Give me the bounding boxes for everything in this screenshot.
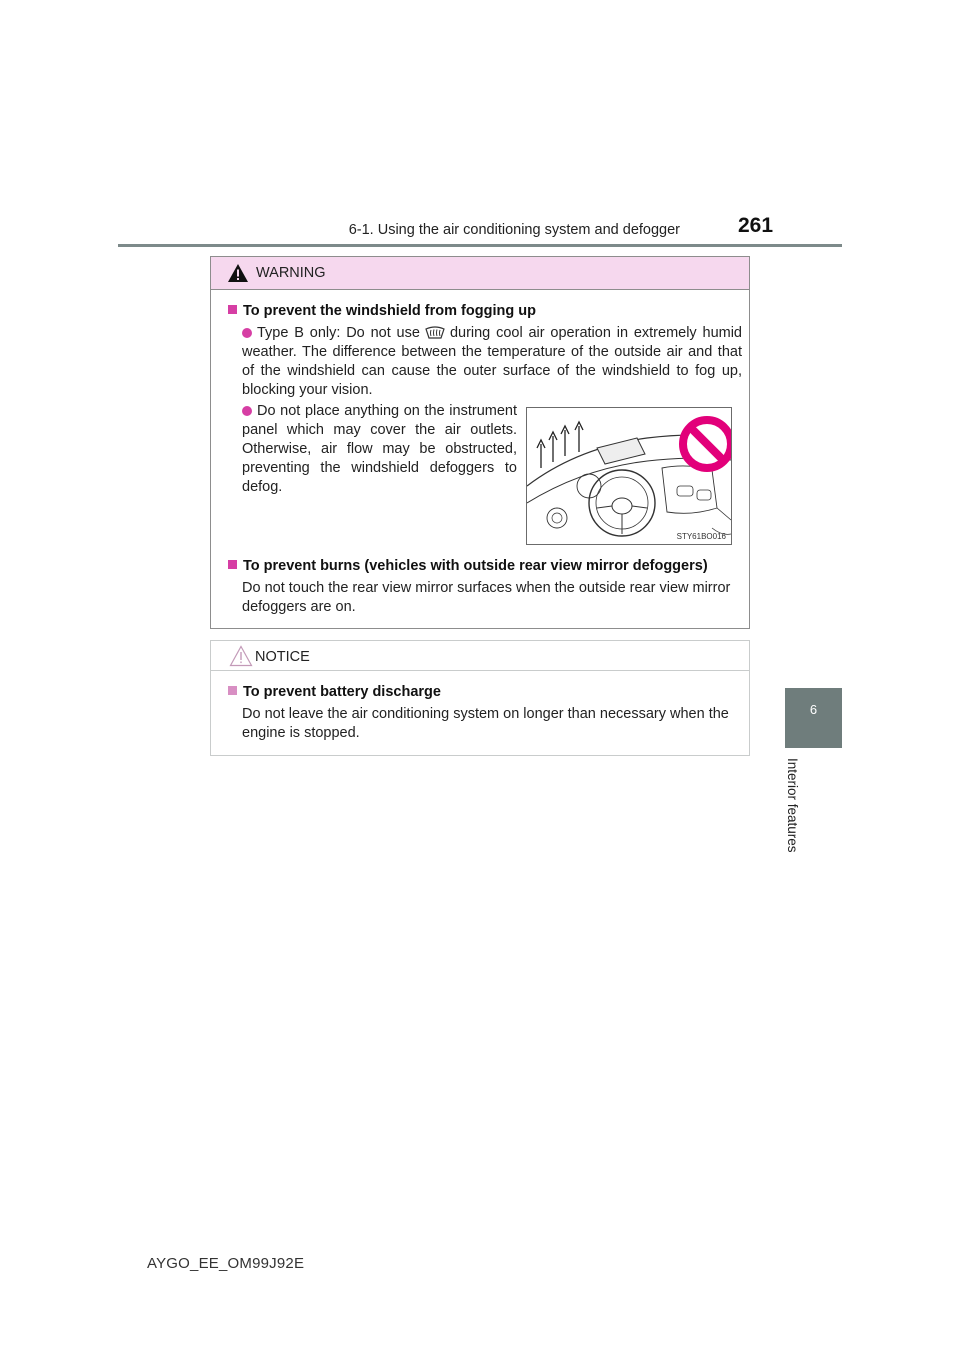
figure-code: STY61BO016	[676, 532, 726, 541]
section-title: To prevent burns (vehicles with outside rear view mirror defoggers)	[243, 558, 708, 574]
bullet-text: Do not place anything on the instrument panel which may cover the air outlets. Otherwise, air flow may be obstructed, preventing the windshield defoggers to defog.	[242, 403, 517, 495]
notice-box	[210, 640, 750, 756]
bullet-text-before: Type B only: Do not use	[257, 325, 420, 341]
notice-section-battery	[228, 684, 441, 700]
bullet-text-after: during cool air operation in extremely humid weather. The difference between the temperature of the outside air and that of the windshield can cause the outer surface of the windshield to fog up, blocking your vision.	[242, 325, 742, 398]
chapter-label-container	[784, 758, 804, 868]
notice-triangle-icon	[229, 645, 253, 667]
bullet-dot-icon	[242, 406, 252, 416]
notice-label: NOTICE	[255, 649, 310, 665]
warning-label: WARNING	[256, 265, 326, 281]
notice-header	[211, 641, 749, 671]
header-divider	[118, 244, 842, 247]
warning-box	[210, 256, 750, 629]
document-code: AYGO_EE_OM99J92E	[147, 1255, 305, 1272]
windshield-defogger-icon	[424, 325, 446, 339]
burns-text: Do not touch the rear view mirror surfaces when the outside rear view mirror defoggers are on.	[242, 580, 731, 615]
dashboard-drawing	[527, 408, 731, 544]
dashboard-illustration	[526, 407, 732, 545]
bullet-instrument-panel	[242, 402, 517, 497]
header-section-title: 6-1. Using the air conditioning system and defogger	[348, 222, 680, 238]
section-title: To prevent battery discharge	[243, 684, 441, 700]
bullet-dot-icon	[242, 328, 252, 338]
section-title: To prevent the windshield from fogging up	[243, 303, 536, 319]
chapter-label: Interior features	[785, 758, 800, 853]
square-bullet-icon	[228, 305, 237, 314]
page-number: 261	[738, 214, 774, 237]
warning-section-burns	[228, 558, 708, 574]
square-bullet-icon	[228, 686, 237, 695]
bullet-type-b	[242, 324, 742, 400]
warning-header	[211, 257, 749, 290]
warning-section-fogging	[228, 303, 536, 319]
chapter-tab: 6	[785, 688, 842, 748]
warning-triangle-icon	[227, 263, 249, 283]
square-bullet-icon	[228, 560, 237, 569]
battery-text: Do not leave the air conditioning system on longer than necessary when the engine is stopped.	[242, 706, 729, 741]
